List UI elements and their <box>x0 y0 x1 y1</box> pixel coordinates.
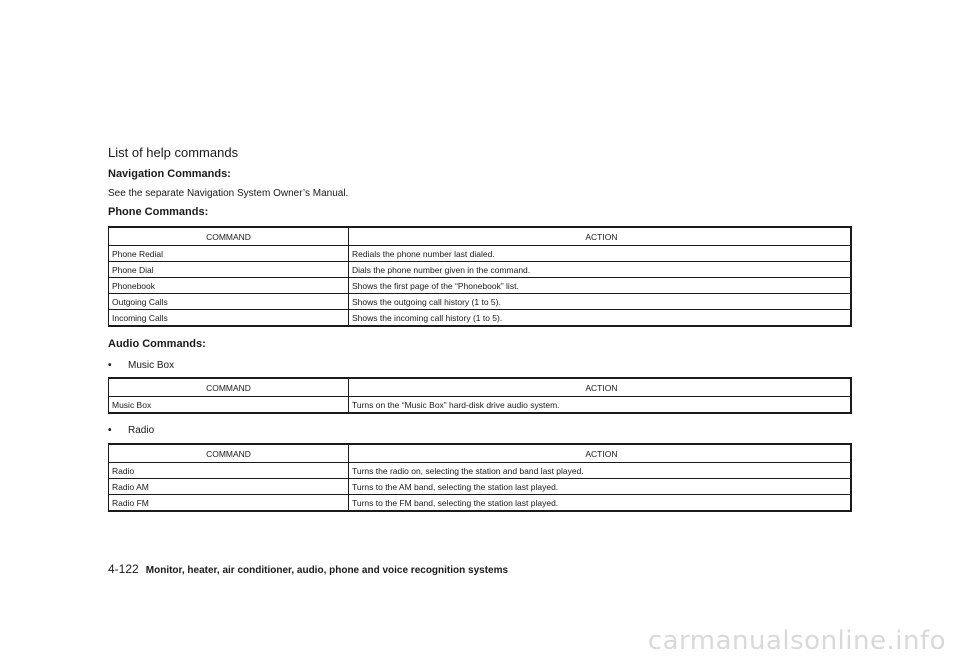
command-cell: Music Box <box>109 397 349 414</box>
audio-commands-heading: Audio Commands: <box>108 338 206 350</box>
command-cell: Radio FM <box>109 495 349 512</box>
table-row <box>109 397 851 414</box>
table-header-row <box>109 378 851 397</box>
table-header-row <box>109 444 851 463</box>
column-header-command: COMMAND <box>109 444 349 463</box>
column-header-command: COMMAND <box>109 378 349 397</box>
table-row <box>109 294 851 310</box>
action-cell: Turns to the AM band, selecting the station last played. <box>349 479 851 495</box>
table-row <box>109 246 851 262</box>
table-header-row <box>109 227 851 246</box>
command-cell: Phone Dial <box>109 262 349 278</box>
column-header-action: ACTION <box>349 227 851 246</box>
table-row <box>109 310 851 327</box>
command-cell: Phone Redial <box>109 246 349 262</box>
section-title: List of help commands <box>108 145 239 160</box>
bullet-icon: • <box>108 360 112 371</box>
command-cell: Radio <box>109 463 349 479</box>
action-cell: Shows the incoming call history (1 to 5). <box>352 312 503 323</box>
command-cell: Outgoing Calls <box>109 294 349 310</box>
bullet-icon: • <box>108 425 112 436</box>
action-cell: Redials the phone number last dialed. <box>349 246 851 262</box>
page-number: 4-122 <box>108 562 139 576</box>
command-cell: Radio AM <box>109 479 349 495</box>
navigation-commands-heading: Navigation Commands: <box>108 168 231 180</box>
action-cell: Turns on the “Music Box” hard-disk drive audio system. <box>352 399 560 410</box>
action-cell: Shows the first page of the “Phonebook” list. <box>349 278 851 294</box>
column-header-command: COMMAND <box>109 227 349 246</box>
music-box-commands-table <box>108 377 852 414</box>
music-box-bullet <box>108 360 174 371</box>
action-cell: Shows the outgoing call history (1 to 5). <box>349 294 851 310</box>
action-cell: Turns to the FM band, selecting the station last played. <box>352 497 559 508</box>
phone-commands-table <box>108 226 852 327</box>
watermark: carmanualsonline.info <box>647 626 946 656</box>
action-cell: Dials the phone number given in the command. <box>349 262 851 278</box>
chapter-title: Monitor, heater, air conditioner, audio, phone and voice recognition systems <box>145 565 509 576</box>
command-cell: Phonebook <box>109 278 349 294</box>
column-header-action: ACTION <box>349 444 851 463</box>
bullet-label: Music Box <box>128 360 175 371</box>
page-footer <box>108 562 508 576</box>
table-row <box>109 463 851 479</box>
command-cell: Incoming Calls <box>109 310 349 327</box>
phone-commands-heading: Phone Commands: <box>108 206 209 218</box>
table-row <box>109 278 851 294</box>
navigation-commands-text: See the separate Navigation System Owner’s Manual. <box>108 188 349 199</box>
column-header-action: ACTION <box>349 378 851 397</box>
action-cell: Turns the radio on, selecting the station and band last played. <box>349 463 851 479</box>
radio-bullet <box>108 425 154 436</box>
table-row <box>109 262 851 278</box>
radio-commands-table <box>108 443 852 512</box>
table-row <box>109 495 851 512</box>
table-row <box>109 479 851 495</box>
bullet-label: Radio <box>128 425 155 436</box>
